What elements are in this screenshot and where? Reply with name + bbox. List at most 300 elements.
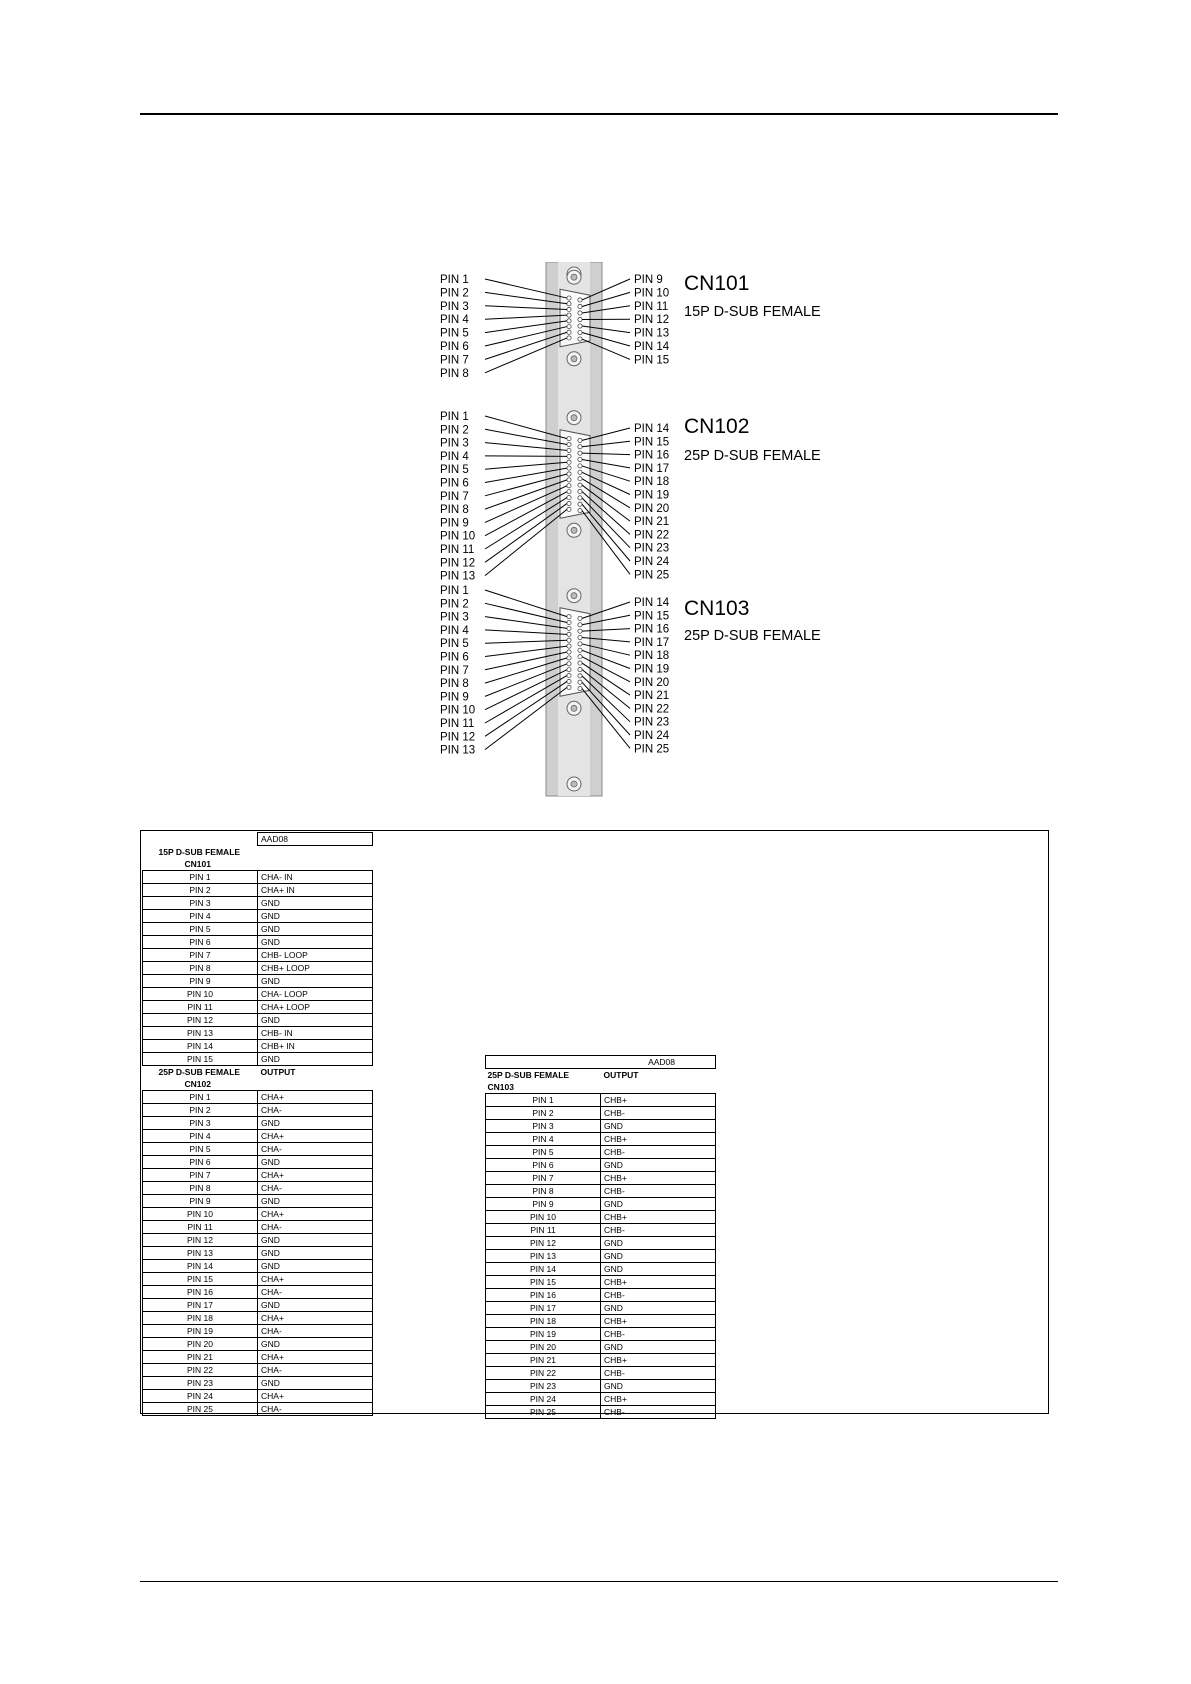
section-header-row [143, 1065, 373, 1078]
section-header-row [143, 846, 373, 858]
pin-cell: PIN 25 [486, 1406, 601, 1419]
pin-hole [567, 507, 571, 511]
pin-cell: PIN 17 [143, 1298, 258, 1311]
table-row [486, 1289, 716, 1302]
pin-hole [578, 317, 582, 321]
table-row [143, 1142, 373, 1155]
signal-cell: GND [601, 1237, 716, 1250]
pin-label: PIN 16 [634, 623, 670, 636]
pin-label: PIN 23 [634, 542, 670, 555]
table-row [143, 1168, 373, 1181]
table-row [486, 1198, 716, 1211]
pin-cell: PIN 22 [486, 1367, 601, 1380]
pin-cell: PIN 15 [143, 1052, 258, 1065]
signal-cell: CHA+ LOOP [258, 1000, 373, 1013]
pin-label: PIN 16 [634, 449, 670, 462]
table-row [143, 922, 373, 935]
pin-cell: PIN 19 [486, 1328, 601, 1341]
table-row [143, 870, 373, 883]
pin-label: PIN 4 [440, 450, 469, 463]
pin-hole [567, 632, 571, 636]
pin-cell: PIN 15 [486, 1276, 601, 1289]
pin-label: PIN 7 [440, 490, 469, 503]
pin-cell: PIN 1 [143, 1090, 258, 1103]
pin-hole [567, 454, 571, 458]
pin-hole [578, 509, 582, 513]
signal-cell: GND [258, 922, 373, 935]
pin-hole [578, 680, 582, 684]
pin-cell: PIN 5 [143, 922, 258, 935]
output-header: OUTPUT [260, 1066, 296, 1077]
connector-label: CN103 [487, 1082, 514, 1092]
connector-name: CN103 [684, 597, 750, 620]
pin-label: PIN 8 [440, 678, 469, 691]
signal-cell: CHA- [258, 1285, 373, 1298]
pin-cell: PIN 16 [143, 1285, 258, 1298]
table-row [143, 1324, 373, 1337]
pin-assignment-tables [140, 830, 1049, 1417]
pin-label: PIN 2 [440, 598, 469, 611]
pin-hole [567, 662, 571, 666]
pin-hole [578, 483, 582, 487]
signal-cell: CHB+ [601, 1393, 716, 1406]
pin-label: PIN 10 [440, 530, 476, 543]
signal-cell: CHA- [258, 1402, 373, 1415]
signal-cell: CHA- [258, 1181, 373, 1194]
pin-hole [567, 302, 571, 306]
pin-label: PIN 22 [634, 529, 670, 542]
table-row [486, 1276, 716, 1289]
signal-cell: CHA+ [258, 1350, 373, 1363]
pin-cell: PIN 7 [143, 1168, 258, 1181]
pin-label: PIN 24 [634, 730, 670, 742]
table-row [486, 1367, 716, 1380]
pin-hole [567, 442, 571, 446]
connector-label-row [486, 1081, 716, 1094]
pin-cell: PIN 4 [143, 1129, 258, 1142]
signal-cell: GND [258, 974, 373, 987]
pin-cell: PIN 24 [143, 1389, 258, 1402]
pin-hole [578, 457, 582, 461]
signal-cell: CHA- [258, 1324, 373, 1337]
pin-hole [567, 484, 571, 488]
pin-hole [578, 464, 582, 468]
signal-cell: CHA+ [258, 1389, 373, 1402]
table-row [486, 1133, 716, 1146]
table-row [486, 1328, 716, 1341]
pin-cell: PIN 8 [143, 1181, 258, 1194]
signal-cell: CHB- [601, 1328, 716, 1341]
pin-label: PIN 1 [440, 274, 469, 286]
table-row [486, 1120, 716, 1133]
table-row [486, 1263, 716, 1276]
pin-cell: PIN 4 [486, 1133, 601, 1146]
table-row [143, 961, 373, 974]
pin-label: PIN 18 [634, 476, 670, 489]
pin-cell: PIN 8 [486, 1185, 601, 1198]
connector-screw-icon-center [571, 274, 577, 280]
pin-cell: PIN 20 [486, 1341, 601, 1354]
pin-hole [567, 330, 571, 334]
table-row [486, 1107, 716, 1120]
pin-label: PIN 14 [634, 423, 670, 435]
table-row [143, 1285, 373, 1298]
signal-cell: CHA+ [258, 1311, 373, 1324]
table-row [486, 1237, 716, 1250]
pin-label: PIN 22 [634, 703, 670, 716]
pin-hole [578, 635, 582, 639]
pin-cell: PIN 11 [143, 1220, 258, 1233]
pin-cell: PIN 6 [143, 935, 258, 948]
pin-cell: PIN 24 [486, 1393, 601, 1406]
pin-hole [567, 490, 571, 494]
pin-label: PIN 19 [634, 489, 670, 502]
pin-hole [578, 648, 582, 652]
pin-hole [567, 319, 571, 323]
signal-cell: CHB+ [601, 1276, 716, 1289]
pin-label: PIN 13 [634, 327, 670, 340]
table-row [486, 1146, 716, 1159]
signal-cell: GND [258, 1233, 373, 1246]
signal-cell: CHB- [601, 1107, 716, 1120]
pin-cell: PIN 21 [143, 1350, 258, 1363]
signal-cell: GND [258, 1116, 373, 1129]
table-row [143, 974, 373, 987]
pin-label: PIN 15 [634, 354, 670, 367]
pin-label: PIN 7 [440, 354, 469, 367]
pin-hole [578, 298, 582, 302]
pin-label: PIN 1 [440, 585, 469, 597]
pin-label: PIN 14 [634, 341, 670, 353]
pin-hole [567, 650, 571, 654]
section-header-row [486, 1069, 716, 1082]
table-row [486, 1341, 716, 1354]
table-row [143, 1194, 373, 1207]
pin-hole [567, 679, 571, 683]
signal-cell: GND [601, 1263, 716, 1276]
pin-hole [578, 629, 582, 633]
pin-hole [567, 620, 571, 624]
table-row [143, 1272, 373, 1285]
table-row [486, 1224, 716, 1237]
table-row [486, 1250, 716, 1263]
pin-hole [578, 438, 582, 442]
pin-cell: PIN 1 [143, 870, 258, 883]
pin-cell: PIN 5 [143, 1142, 258, 1155]
signal-cell: CHA+ [258, 1129, 373, 1142]
pin-hole [567, 437, 571, 441]
signal-cell: CHB- [601, 1185, 716, 1198]
table-row [486, 1159, 716, 1172]
pin-label: PIN 3 [440, 437, 469, 450]
table-row [143, 1402, 373, 1415]
pin-hole [567, 685, 571, 689]
pin-cell: PIN 22 [143, 1363, 258, 1376]
pin-hole [578, 496, 582, 500]
pin-hole [567, 615, 571, 619]
pin-label: PIN 9 [440, 517, 469, 530]
pin-hole [578, 623, 582, 627]
pin-label: PIN 25 [634, 569, 670, 582]
pin-label: PIN 7 [440, 664, 469, 677]
signal-cell: CHB- [601, 1367, 716, 1380]
signal-cell: GND [601, 1250, 716, 1263]
pin-label: PIN 4 [440, 624, 469, 637]
footer-rule [140, 1581, 1058, 1582]
connector-label: CN101 [184, 858, 211, 869]
pin-cell: PIN 3 [486, 1120, 601, 1133]
pin-cell: PIN 14 [486, 1263, 601, 1276]
signal-cell: CHA+ [258, 1207, 373, 1220]
pin-cell: PIN 10 [143, 1207, 258, 1220]
signal-cell: GND [258, 1052, 373, 1065]
table-row [143, 1026, 373, 1039]
table-row [143, 1129, 373, 1142]
table-row [143, 948, 373, 961]
model-label: AAD08 [258, 833, 373, 846]
table-row [143, 896, 373, 909]
pin-label: PIN 10 [634, 287, 670, 300]
signal-cell: CHB- [601, 1406, 716, 1419]
signal-cell: GND [258, 896, 373, 909]
pin-hole [567, 460, 571, 464]
pin-cell: PIN 15 [143, 1272, 258, 1285]
pin-label: PIN 21 [634, 690, 670, 703]
pin-cell: PIN 23 [143, 1376, 258, 1389]
pin-hole [567, 495, 571, 499]
pin-hole [578, 616, 582, 620]
pin-label: PIN 2 [440, 287, 469, 300]
table-row [486, 1094, 716, 1107]
output-header: OUTPUT [603, 1070, 639, 1080]
signal-cell: CHB+ [601, 1172, 716, 1185]
signal-cell: CHB+ [601, 1211, 716, 1224]
signal-cell: GND [601, 1120, 716, 1133]
pin-label: PIN 11 [634, 300, 669, 313]
pin-label: PIN 9 [634, 274, 663, 286]
table-row [486, 1172, 716, 1185]
signal-cell: CHA- [258, 1103, 373, 1116]
connector-label-row [143, 858, 373, 871]
pin-label: PIN 20 [634, 676, 670, 689]
pin-label: PIN 13 [440, 570, 476, 583]
table-row [143, 1350, 373, 1363]
pin-hole [578, 451, 582, 455]
pin-hole [567, 644, 571, 648]
pin-cell: PIN 9 [143, 1194, 258, 1207]
pin-label: PIN 17 [634, 636, 670, 649]
pin-cell: PIN 9 [486, 1198, 601, 1211]
pin-hole [567, 478, 571, 482]
pin-label: PIN 21 [634, 516, 670, 529]
signal-cell: CHA- [258, 1142, 373, 1155]
table-row [143, 1298, 373, 1311]
signal-cell: GND [601, 1159, 716, 1172]
pin-cell: PIN 11 [143, 1000, 258, 1013]
table-row [143, 1181, 373, 1194]
pin-label: PIN 13 [440, 744, 476, 757]
pin-hole [567, 313, 571, 317]
pin-label: PIN 12 [440, 557, 476, 570]
pin-cell: PIN 6 [143, 1155, 258, 1168]
table-row [143, 883, 373, 896]
connector-name: CN102 [684, 415, 750, 438]
pin-hole [578, 470, 582, 474]
pin-label: PIN 6 [440, 477, 469, 490]
table-row [143, 1311, 373, 1324]
signal-cell: GND [258, 1013, 373, 1026]
signal-cell: GND [258, 1298, 373, 1311]
pin-cell: PIN 14 [143, 1259, 258, 1272]
table-row [143, 1039, 373, 1052]
connector-screw-icon-center [571, 705, 577, 711]
signal-cell: CHB- [601, 1224, 716, 1237]
pin-label: PIN 8 [440, 367, 469, 380]
pin-cell: PIN 25 [143, 1402, 258, 1415]
table-row [486, 1380, 716, 1393]
model-label: AAD08 [486, 1056, 716, 1069]
pin-cell: PIN 1 [486, 1094, 601, 1107]
connector-label: CN102 [184, 1078, 211, 1089]
pin-hole [578, 324, 582, 328]
table-row [143, 909, 373, 922]
signal-cell: CHB+ [601, 1133, 716, 1146]
table-row [143, 1246, 373, 1259]
pin-hole [567, 324, 571, 328]
pin-hole [578, 304, 582, 308]
pin-label: PIN 12 [634, 314, 670, 327]
pin-label: PIN 11 [440, 718, 475, 730]
pin-label: PIN 4 [440, 314, 469, 327]
pin-label: PIN 1 [440, 411, 469, 423]
signal-cell: GND [601, 1198, 716, 1211]
signal-cell: GND [258, 909, 373, 922]
signal-cell: CHB+ [601, 1094, 716, 1107]
pin-cell: PIN 14 [143, 1039, 258, 1052]
table-row [143, 1000, 373, 1013]
signal-cell: CHA- [258, 1220, 373, 1233]
pin-label: PIN 10 [440, 704, 476, 717]
pin-cell: PIN 23 [486, 1380, 601, 1393]
signal-cell: GND [258, 1155, 373, 1168]
signal-cell: CHB+ [601, 1354, 716, 1367]
signal-cell: CHA- [258, 1363, 373, 1376]
pin-hole [578, 330, 582, 334]
pin-hole [578, 311, 582, 315]
table-row [486, 1302, 716, 1315]
table-row [143, 1103, 373, 1116]
signal-cell: CHB- [601, 1289, 716, 1302]
pin-cell: PIN 10 [143, 987, 258, 1000]
signal-cell: CHA+ [258, 1090, 373, 1103]
section-header: 15P D-SUB FEMALE [158, 846, 241, 857]
pin-hole [578, 667, 582, 671]
signal-cell: CHA+ IN [258, 883, 373, 896]
pin-hole [567, 296, 571, 300]
signal-cell: CHA+ [258, 1272, 373, 1285]
pin-hole [578, 502, 582, 506]
connector-label-row [143, 1078, 373, 1091]
pin-label: PIN 11 [440, 544, 475, 556]
pin-cell: PIN 10 [486, 1211, 601, 1224]
pin-cell: PIN 8 [143, 961, 258, 974]
table-row [486, 1354, 716, 1367]
pin-label: PIN 17 [634, 462, 670, 475]
pin-label: PIN 12 [440, 731, 476, 744]
model-row [486, 1056, 716, 1069]
table-row [143, 1363, 373, 1376]
pin-cell: PIN 7 [143, 948, 258, 961]
model-row [143, 833, 373, 846]
pin-hole [578, 445, 582, 449]
connector-type: 25P D-SUB FEMALE [684, 448, 821, 464]
table-row [143, 1337, 373, 1350]
spacer-cell [601, 1081, 716, 1094]
pin-label: PIN 3 [440, 300, 469, 313]
pin-label: PIN 23 [634, 716, 670, 729]
pin-cell: PIN 2 [143, 1103, 258, 1116]
table-row [143, 1376, 373, 1389]
spacer-cell [258, 846, 373, 858]
pin-hole [567, 668, 571, 672]
pin-cell: PIN 19 [143, 1324, 258, 1337]
pin-label: PIN 15 [634, 436, 670, 449]
pin-cell: PIN 6 [486, 1159, 601, 1172]
pin-hole [578, 687, 582, 691]
pin-cell: PIN 18 [143, 1311, 258, 1324]
table-row [486, 1185, 716, 1198]
signal-cell: GND [258, 1194, 373, 1207]
pin-hole [578, 337, 582, 341]
pin-cell: PIN 7 [486, 1172, 601, 1185]
pin-hole [578, 642, 582, 646]
table-row [143, 1259, 373, 1272]
pin-cell: PIN 13 [143, 1026, 258, 1039]
pin-label: PIN 15 [634, 610, 670, 623]
pin-hole [567, 448, 571, 452]
connector-panel-diagram [440, 262, 880, 802]
pin-label: PIN 8 [440, 504, 469, 517]
table-row [143, 1155, 373, 1168]
pin-cell: PIN 12 [143, 1013, 258, 1026]
table-row [143, 1220, 373, 1233]
table-row [143, 935, 373, 948]
section-header: 25P D-SUB FEMALE [158, 1066, 241, 1077]
pin-hole [567, 673, 571, 677]
table-row [486, 1315, 716, 1328]
pin-label: PIN 5 [440, 464, 469, 477]
signal-cell: GND [601, 1341, 716, 1354]
pin-label: PIN 24 [634, 556, 670, 568]
pin-cell: PIN 3 [143, 896, 258, 909]
spacer-cell [143, 833, 258, 846]
pin-hole [567, 656, 571, 660]
table-row [143, 1116, 373, 1129]
pin-cell: PIN 20 [143, 1337, 258, 1350]
pin-cell: PIN 18 [486, 1315, 601, 1328]
connector-screw-icon-center [571, 593, 577, 599]
pin-cell: PIN 11 [486, 1224, 601, 1237]
pin-cell: PIN 17 [486, 1302, 601, 1315]
pin-cell: PIN 21 [486, 1354, 601, 1367]
pin-hole [567, 501, 571, 505]
bottom-screw-icon-center [571, 781, 577, 787]
connector-type: 15P D-SUB FEMALE [684, 304, 821, 320]
pin-cell: PIN 16 [486, 1289, 601, 1302]
pin-hole [567, 307, 571, 311]
pin-label: PIN 9 [440, 691, 469, 704]
signal-cell: CHB+ IN [258, 1039, 373, 1052]
